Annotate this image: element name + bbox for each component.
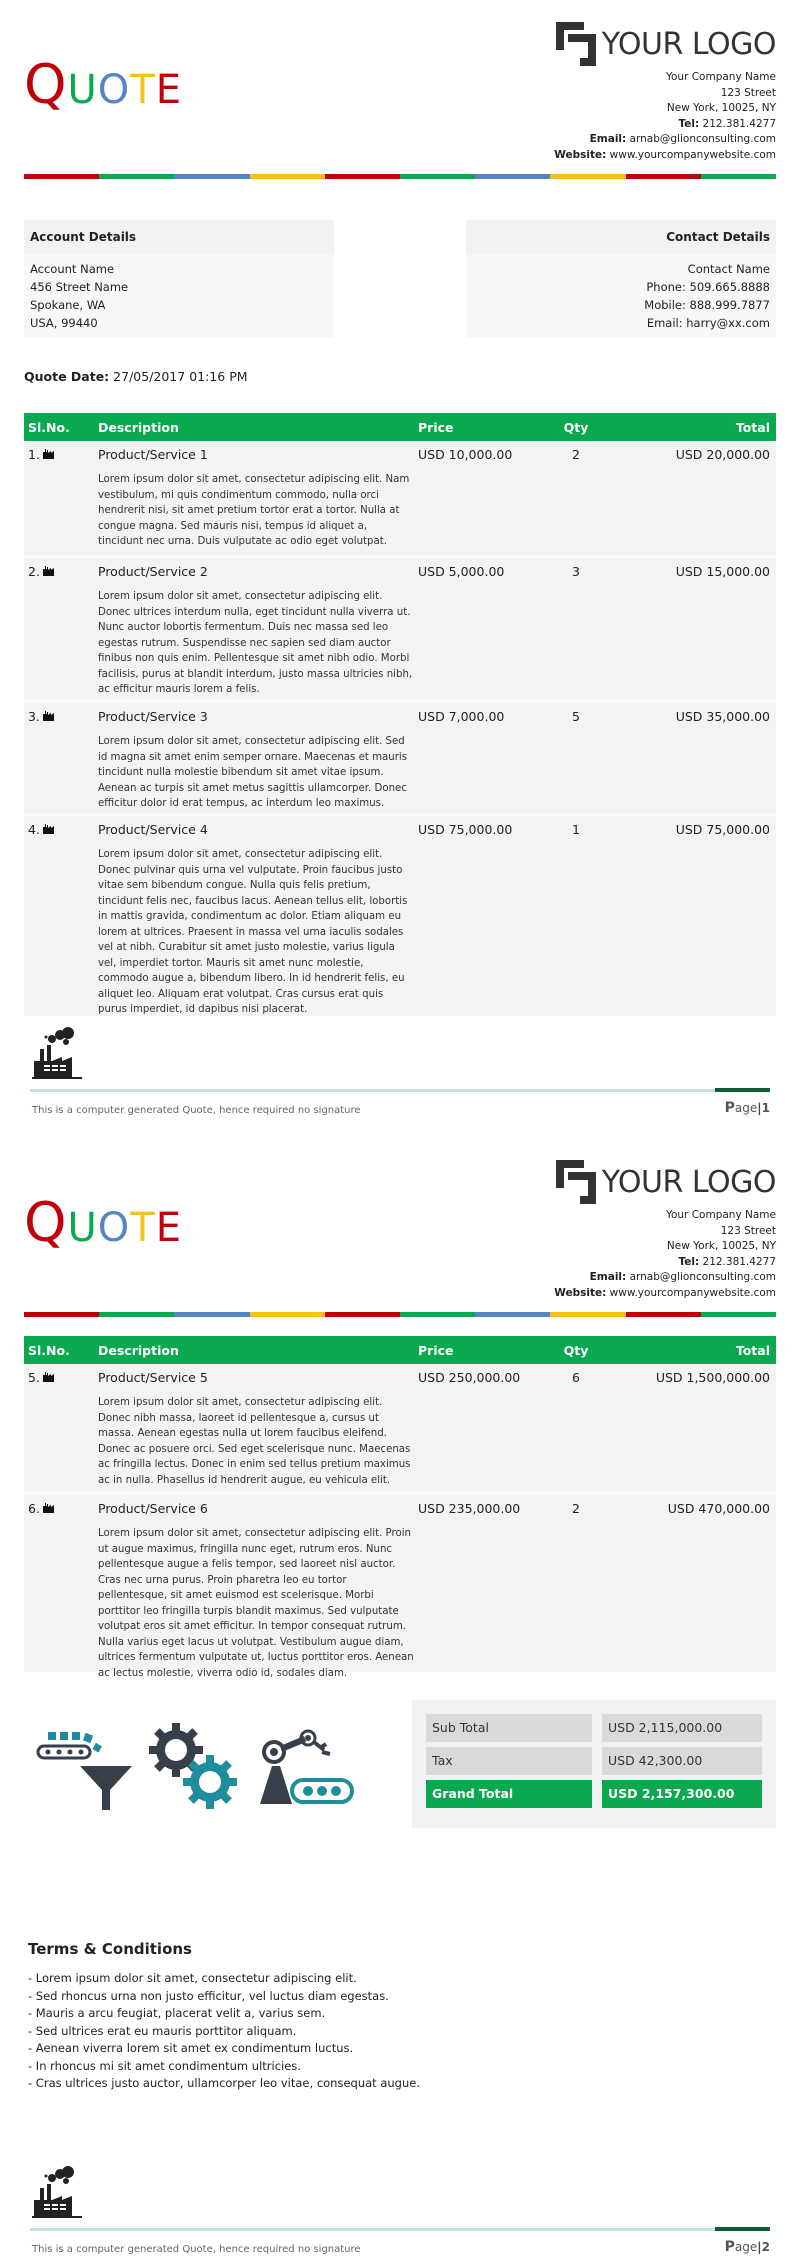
company-website: Website: www.yourcompanywebsite.com xyxy=(554,1286,776,1299)
page-number: Page|1 xyxy=(724,1100,770,1116)
item-price: USD 5,000.00 xyxy=(418,564,505,579)
item-price: USD 75,000.00 xyxy=(418,822,513,837)
item-total: USD 75,000.00 xyxy=(675,822,770,837)
terms-item: - Cras ultrices justo auctor, ullamcorper leo vitae, consequat augue. xyxy=(28,2076,420,2090)
table-body xyxy=(24,1364,776,1679)
grand-total-row xyxy=(426,1780,762,1808)
footer-note: This is a computer generated Quote, hence required no signature xyxy=(32,1105,361,1116)
item-total: USD 470,000.00 xyxy=(667,1501,770,1516)
logo-text: YOUR LOGO xyxy=(601,26,776,62)
conveyor-funnel-icon xyxy=(36,1720,136,1810)
item-total: USD 15,000.00 xyxy=(675,564,770,579)
item-qty: 1 xyxy=(572,822,580,837)
header-sl-no: Sl.No. xyxy=(28,1342,70,1358)
company-logo xyxy=(554,20,776,68)
header-qty: Qty xyxy=(563,1342,589,1358)
item-name: Product/Service 1 xyxy=(98,447,208,462)
title-letter-q: Q xyxy=(24,1191,68,1254)
tax-row xyxy=(426,1747,762,1775)
row-number: 2. xyxy=(28,564,40,579)
table-row xyxy=(24,813,776,1016)
row-number: 1. xyxy=(28,447,40,462)
contact-email: Email: harry@xx.com xyxy=(646,316,770,330)
factory-icon xyxy=(43,449,55,459)
title-letter-q: Q xyxy=(24,53,68,116)
grand-total-value: USD 2,157,300.00 xyxy=(602,1780,762,1808)
contact-phone: Phone: 509.665.8888 xyxy=(646,280,770,294)
title-letter-u: U xyxy=(67,67,98,113)
contact-details-heading: Contact Details xyxy=(466,220,776,254)
item-qty: 6 xyxy=(572,1370,580,1385)
logo-text: YOUR LOGO xyxy=(601,1164,776,1200)
color-stripe xyxy=(24,174,776,179)
company-name: Your Company Name xyxy=(665,1209,776,1221)
company-city: New York, 10025, NY xyxy=(666,1240,776,1252)
totals-summary xyxy=(412,1700,776,1828)
company-email: Email: arnab@glionconsulting.com xyxy=(589,1271,776,1283)
factory-icon xyxy=(32,2164,86,2218)
item-description: Lorem ipsum dolor sit amet, consectetur adipiscing elit. Donec ultrices interdum nulla, eget tincidunt nulla viverra ut. Nunc auctor lobortis fermentum. Duis nec massa sed leo egestas rutrum. Suspendisse nec sapien sed diam auctor finibus non quis enim. Pellentesque sit amet nibh odio. Morbi facilisis, purus at blandit interdum, justo massa ultricies nibh, ac efficitur mauris lorem a felis. xyxy=(98,591,413,695)
company-name: Your Company Name xyxy=(665,71,776,83)
item-price: USD 250,000.00 xyxy=(418,1370,521,1385)
account-city: Spokane, WA xyxy=(30,298,106,312)
company-city: New York, 10025, NY xyxy=(666,102,776,114)
header-qty: Qty xyxy=(563,419,589,435)
company-info xyxy=(554,70,776,163)
footer-divider xyxy=(30,1089,770,1092)
company-street: 123 Street xyxy=(720,1224,776,1237)
row-number: 3. xyxy=(28,709,40,724)
item-description: Lorem ipsum dolor sit amet, consectetur adipiscing elit. Nam vestibulum, mi quis condimentum commodo, nulla orci hendrerit nisi, sit amet pretium tortor erat a tortor. Nulla at congue magna. Sed mauris nisi, tempus id aliquet a, tincidunt nec urna. Duis vulputate ac odio eget volutpat. xyxy=(98,474,410,547)
item-description: Lorem ipsum dolor sit amet, consectetur adipiscing elit. Donec pulvinar quis urna vel vulputate. Proin faucibus justo vitae sem bibendum congue. Nulla quis felis pretium, tincidunt felis nec, faucibus lacus. Aenean tellus elit, lobortis in mattis gravida, condimentum ac dolor. Etiam aliquam eu lorem at ultrices. Praesent in massa vel urna iaculis sodales vel at nibh. Curabitur sit amet justo molestie, varius ligula vel, imperdiet tortor. Mauris sit amet nunc molestie, commodo augue a, bibendum libero. In id hendrerit felis, eu aliquet leo. Aliquam erat volutpat. Cras cursus erat quis purus imperdiet, id dapibus nisi placerat. xyxy=(98,849,408,1015)
header-price: Price xyxy=(418,419,454,435)
item-qty: 2 xyxy=(572,447,580,462)
robot-arm-conveyor-icon xyxy=(258,1726,358,1810)
gears-icon xyxy=(148,1720,248,1812)
company-tel: Tel: 212.381.4277 xyxy=(678,1255,776,1268)
footer-divider xyxy=(30,2228,770,2231)
company-logo xyxy=(554,1158,776,1206)
item-description: Lorem ipsum dolor sit amet, consectetur adipiscing elit. Sed id magna sit amet enim semper ornare. Maecenas et mauris tincidunt nulla molestie bibendum sit amet vitae ipsum. Aenean ac turpis sit amet metus sagittis ullamcorper. Donec efficitur dolor id erat tempus, ac interdum leo maximus. xyxy=(98,736,408,809)
item-name: Product/Service 3 xyxy=(98,709,208,724)
grand-total-label: Grand Total xyxy=(426,1780,592,1808)
item-name: Product/Service 4 xyxy=(98,822,208,837)
footer-accent xyxy=(715,2227,770,2231)
factory-icon xyxy=(43,711,55,721)
account-street: 456 Street Name xyxy=(30,280,129,294)
item-total: USD 20,000.00 xyxy=(675,447,770,462)
tax-label: Tax xyxy=(426,1747,592,1775)
row-number: 6. xyxy=(28,1501,40,1516)
item-price: USD 10,000.00 xyxy=(418,447,513,462)
account-details-heading: Account Details xyxy=(24,220,334,254)
quote-title xyxy=(24,1191,182,1254)
table-row xyxy=(24,1364,776,1492)
item-name: Product/Service 6 xyxy=(98,1501,208,1516)
table-header xyxy=(24,1336,776,1364)
factory-icon xyxy=(43,824,55,834)
table-row xyxy=(24,441,776,555)
table-header xyxy=(24,413,776,441)
header-total: Total xyxy=(735,1342,770,1358)
item-price: USD 235,000.00 xyxy=(418,1501,521,1516)
company-info xyxy=(554,1208,776,1301)
title-letter-t: T xyxy=(130,67,156,113)
company-street: 123 Street xyxy=(720,86,776,99)
quote-date: Quote Date: 27/05/2017 01:16 PM xyxy=(24,369,248,384)
title-letter-o: O xyxy=(97,67,131,113)
terms-item: - Mauris a arcu feugiat, placerat velit a, varius sem. xyxy=(28,2006,326,2020)
title-letter-o: O xyxy=(97,1205,131,1251)
header-description: Description xyxy=(98,1342,179,1358)
account-details xyxy=(24,220,334,338)
subtotal-label: Sub Total xyxy=(426,1714,592,1742)
terms-list xyxy=(28,1970,420,2093)
account-country: USA, 99440 xyxy=(30,316,98,330)
contact-details xyxy=(466,220,776,338)
item-name: Product/Service 2 xyxy=(98,564,208,579)
item-name: Product/Service 5 xyxy=(98,1370,208,1385)
terms-item: - Aenean viverra lorem sit amet ex condimentum luctus. xyxy=(28,2041,354,2055)
terms-title: Terms & Conditions xyxy=(28,1940,192,1958)
subtotal-row xyxy=(426,1714,762,1742)
table-row xyxy=(24,1492,776,1679)
item-total: USD 35,000.00 xyxy=(675,709,770,724)
quote-title xyxy=(24,53,182,116)
footer-accent xyxy=(715,1088,770,1092)
item-qty: 5 xyxy=(572,709,580,724)
item-qty: 3 xyxy=(572,564,580,579)
logo-mark-icon xyxy=(554,1158,598,1206)
factory-icon xyxy=(32,1025,86,1079)
tax-value: USD 42,300.00 xyxy=(602,1747,762,1775)
page-number: Page|2 xyxy=(724,2239,770,2255)
header-total: Total xyxy=(735,419,770,435)
factory-icon xyxy=(43,1372,55,1382)
row-number: 5. xyxy=(28,1370,40,1385)
line-items-table-page-2 xyxy=(24,1336,776,1679)
title-letter-t: T xyxy=(130,1205,156,1251)
table-row xyxy=(24,555,776,700)
header-price: Price xyxy=(418,1342,454,1358)
factory-icon xyxy=(43,1503,55,1513)
header-sl-no: Sl.No. xyxy=(28,419,70,435)
company-website: Website: www.yourcompanywebsite.com xyxy=(554,148,776,161)
terms-item: - Sed rhoncus urna non justo efficitur, vel luctus diam egestas. xyxy=(28,1988,389,2003)
company-tel: Tel: 212.381.4277 xyxy=(678,117,776,130)
item-total: USD 1,500,000.00 xyxy=(655,1370,770,1385)
title-letter-e: E xyxy=(155,67,182,113)
line-items-table-page-1 xyxy=(24,413,776,1016)
contact-name: Contact Name xyxy=(687,262,770,276)
terms-item: - Lorem ipsum dolor sit amet, consectetur adipiscing elit. xyxy=(28,1971,357,1985)
subtotal-value: USD 2,115,000.00 xyxy=(602,1714,762,1742)
factory-icon xyxy=(43,566,55,576)
table-row xyxy=(24,700,776,813)
table-body xyxy=(24,441,776,1016)
item-description: Lorem ipsum dolor sit amet, consectetur adipiscing elit. Proin ut augue maximus, fringilla nunc eget, rutrum eros. Nunc pellentesque augue a felis tempor, sed laoreet nisl auctor. Cras nec urna purus. Proin pharetra leo eu tortor pellentesque, sit amet euismod est scelerisque. Morbi porttitor leo fringilla turpis blandit maximus. Sed vulputate volutpat eros sit amet efficitur. In tempor consequat rutrum. Nulla varius eget lacus ut volutpat. Vestibulum augue diam, ultrices fermentum vulputate ut, luctus porttitor eros. Aenean ac lectus molestie, viverra odio id, sodales diam. xyxy=(98,1528,414,1679)
contact-mobile: Mobile: 888.999.7877 xyxy=(644,298,770,312)
title-letter-u: U xyxy=(67,1205,98,1251)
terms-item: - In rhoncus mi sit amet condimentum ultricies. xyxy=(28,2058,301,2073)
terms-item: - Sed ultrices erat eu mauris porttitor aliquam. xyxy=(28,2023,297,2038)
title-letter-e: E xyxy=(155,1205,182,1251)
footer-note: This is a computer generated Quote, hence required no signature xyxy=(32,2244,361,2255)
item-qty: 2 xyxy=(572,1501,580,1516)
item-price: USD 7,000.00 xyxy=(418,709,505,724)
account-name: Account Name xyxy=(30,262,115,276)
logo-mark-icon xyxy=(554,20,598,68)
header-description: Description xyxy=(98,419,179,435)
row-number: 4. xyxy=(28,822,40,837)
company-email: Email: arnab@glionconsulting.com xyxy=(589,133,776,145)
color-stripe xyxy=(24,1312,776,1317)
item-description: Lorem ipsum dolor sit amet, consectetur adipiscing elit. Donec nibh massa, laoreet id pellentesque a, cursus ut massa. Aenean egestas nulla ut lorem faucibus eleifend. Donec ac posuere orci. Sed eget scelerisque nunc. Maecenas ac fringilla lectus. Donec in enim sed tellus pretium maximus ac in nulla. Phasellus id hendrerit augue, eu vehicula elit. xyxy=(98,1397,411,1486)
